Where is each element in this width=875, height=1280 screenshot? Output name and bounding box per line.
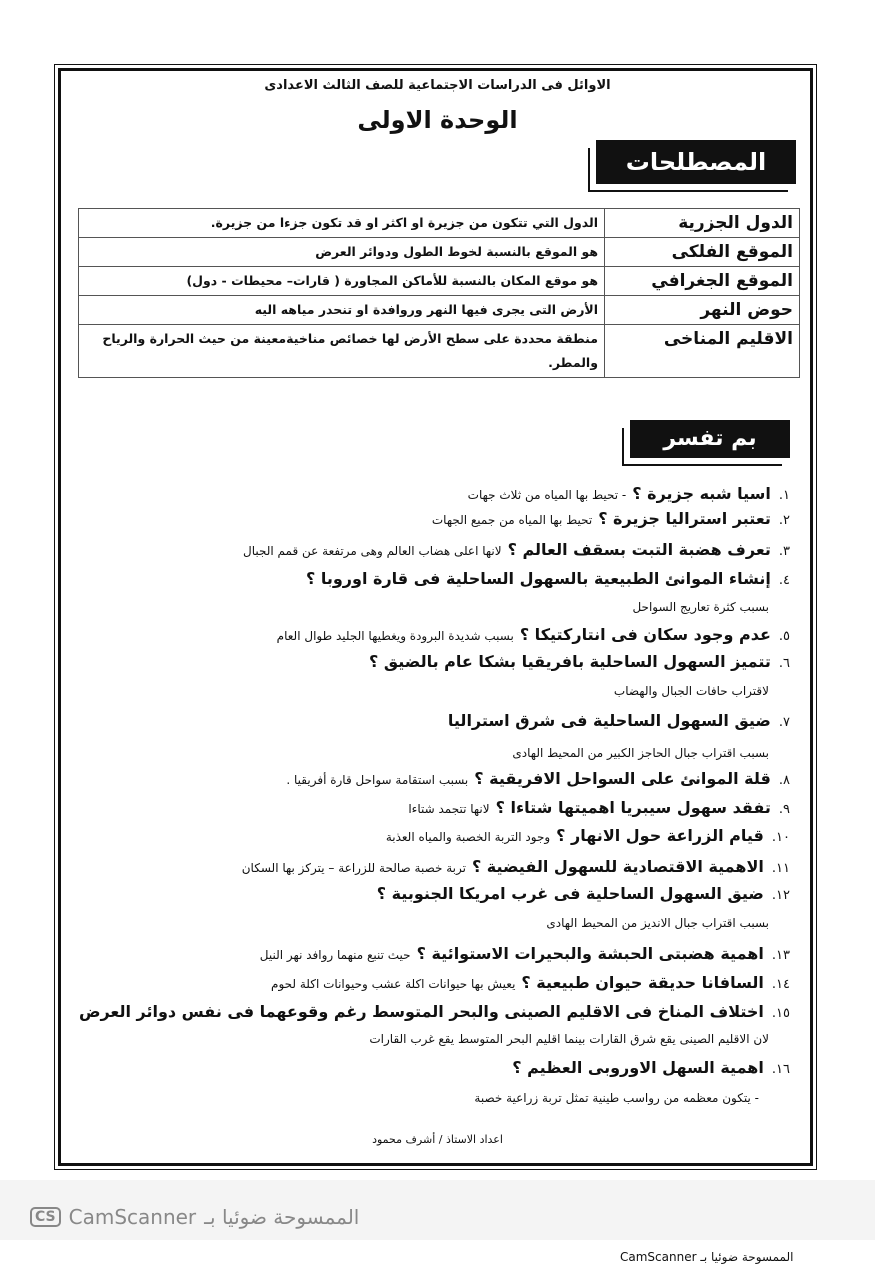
answer-line [546, 912, 775, 935]
answer-text: لانها تتجمد شتاءا [408, 802, 490, 816]
camscanner-logo-icon: CS [30, 1207, 61, 1227]
author-credit: اعداد الاستاذ / أشرف محمود [372, 1133, 503, 1146]
question-number: ١٣. [771, 948, 790, 963]
question-text: اهمية هضبتى الحبشة والبحيرات الاستوائية ؟ [416, 944, 764, 963]
question-item [271, 972, 790, 996]
question-number: ١٠. [771, 830, 790, 845]
question-number: ١٦. [771, 1062, 790, 1077]
question-item [386, 825, 790, 849]
question-text: تفقد سهول سيبريا اهميتها شتاءا ؟ [495, 798, 771, 817]
question-number: ٥. [778, 629, 790, 644]
term-name: حوض النهر [605, 296, 800, 325]
question-item [277, 624, 790, 648]
answer-text: - يتكون معظمه من رواسب طينية تمثل تربة زراعية خصبة [474, 1091, 759, 1105]
term-name: الاقليم المناخى [605, 325, 800, 378]
footer-text: الممسوحة ضوئيا بـ CamScanner [620, 1250, 794, 1264]
term-row [79, 238, 800, 267]
question-text: إنشاء الموانئ الطبيعية بالسهول الساحلية فى قارة اوروبا ؟ [305, 569, 771, 588]
document-title: الوحدة الاولى [357, 106, 518, 134]
question-text: السافانا حديقة حيوان طبيعية ؟ [521, 973, 764, 992]
question-item [242, 856, 790, 880]
question-text: ضيق السهول الساحلية فى شرق استراليا [447, 711, 771, 730]
answer-line [474, 1087, 765, 1110]
question-number: ١٢. [771, 888, 790, 903]
question-text: قيام الزراعة حول الانهار ؟ [556, 826, 764, 845]
term-name: الموقع الجغرافي [605, 267, 800, 296]
term-definition: هو الموقع بالنسبة لخوط الطول ودوائر العرض [79, 238, 605, 267]
question-number: ١١. [771, 861, 790, 876]
question-item [468, 483, 790, 507]
answer-text: بسبب اقتراب جبال الحاجز الكبير من المحيط الهادى [512, 746, 769, 760]
answer-text: - تحيط بها المياه من ثلاث جهات [467, 488, 627, 502]
question-text: ضيق السهول الساحلية فى غرب امريكا الجنوبية ؟ [376, 884, 764, 903]
question-text: تتميز السهول الساحلية بافريقيا بشكا عام بالضيق ؟ [369, 652, 771, 671]
term-definition: هو موقع المكان بالنسبة للأماكن المجاورة ( قارات– محيطات - دول) [79, 267, 605, 296]
question-item [448, 710, 790, 734]
question-number: ٧. [778, 715, 790, 730]
answer-text: حيث تنبع منهما روافد نهر النيل [259, 948, 411, 962]
question-text: عدم وجود سكان فى انتاركتيكا ؟ [519, 625, 771, 644]
question-item [260, 943, 790, 967]
question-item [369, 651, 790, 675]
watermark-brand: CamScanner [68, 1205, 197, 1229]
question-item [243, 539, 790, 563]
term-row [79, 296, 800, 325]
question-number: ٩. [778, 802, 790, 817]
answer-text: بسبب شديدة البرودة ويغطيها الجليد طوال العام [276, 629, 514, 643]
answer-text: تربة خصبة صالحة للزراعة – يتركز بها السكان [241, 861, 466, 875]
camscanner-watermark [30, 1205, 359, 1229]
terms-heading: المصطلحات [596, 140, 796, 184]
question-item [377, 883, 790, 907]
answer-text: وجود التربة الخصبة والمياه العذبة [385, 830, 551, 844]
answer-text: بسبب اقتراب جبال الانديز من المحيط الهادى [546, 916, 769, 930]
term-row [79, 267, 800, 296]
explain-heading: بم تفسر [630, 420, 790, 458]
question-item [79, 1001, 790, 1025]
document-subtitle: الاوائل فى الدراسات الاجتماعية للصف الثالث الاعدادى [264, 78, 611, 93]
answer-line [369, 1028, 775, 1051]
answer-line [512, 742, 775, 765]
term-definition: الأرض التى يجرى فيها النهر وروافدة او تنحدر مياهه اليه [79, 296, 605, 325]
question-item [512, 1057, 790, 1081]
question-text: تعرف هضبة التبت بسقف العالم ؟ [507, 540, 771, 559]
question-number: ٢. [778, 513, 790, 528]
question-text: اسيا شبه جزيرة ؟ [632, 484, 771, 503]
term-row [79, 209, 800, 238]
answer-line [614, 680, 775, 703]
terms-table [78, 208, 800, 378]
answer-line [632, 596, 775, 619]
answer-text: لان الاقليم الصينى يقع شرق القارات بينما اقليم البحر المتوسط يقع غرب القارات [369, 1032, 769, 1046]
question-number: ١٥. [771, 1006, 790, 1021]
answer-text: يعيش بها حيوانات اكلة عشب وحيوانات اكلة لحوم [271, 977, 516, 991]
question-number: ٤. [778, 573, 790, 588]
question-item [306, 568, 790, 592]
watermark-text: الممسوحة ضوئيا بـ [204, 1205, 360, 1229]
term-name: الدول الجزرية [605, 209, 800, 238]
answer-text: لاقتراب حافات الجبال والهضاب [613, 684, 769, 698]
question-number: ١. [778, 488, 790, 503]
question-text: اهمية السهل الاوروبى العظيم ؟ [512, 1058, 764, 1077]
term-definition: الدول التي تتكون من جزيرة او اكثر او قد تكون جزءا من جزيرة. [79, 209, 605, 238]
term-row [79, 325, 800, 378]
term-name: الموقع الفلكى [605, 238, 800, 267]
answer-text: تحيط بها المياه من جميع الجهات [431, 513, 593, 527]
question-number: ٦. [778, 656, 790, 671]
question-number: ٨. [778, 773, 790, 788]
answer-text: بسبب استقامة سواحل قارة أفريقيا . [286, 773, 469, 787]
question-item [408, 797, 790, 821]
question-text: قلة الموانئ على السواحل الافريقية ؟ [474, 769, 771, 788]
question-text: الاهمية الاقتصادية للسهول الفيضية ؟ [471, 857, 764, 876]
question-text: تعتبر استراليا جزيرة ؟ [598, 509, 771, 528]
answer-text: بسبب كثرة تعاريج السواحل [632, 600, 769, 614]
answer-text: لانها اعلى هضاب العالم وهى مرتفعة عن قمم الجبال [243, 544, 502, 558]
question-item [286, 768, 790, 792]
question-number: ٣. [778, 544, 790, 559]
question-text: اختلاف المناخ فى الاقليم الصينى والبحر المتوسط رغم وقوعهما فى نفس دوائر العرض [78, 1002, 764, 1021]
question-item [432, 508, 790, 532]
term-definition: منطقة محددة على سطح الأرض لها خصائص مناخيةمعينة من حيث الحرارة والرياح والمطر. [79, 325, 605, 378]
question-number: ١٤. [771, 977, 790, 992]
